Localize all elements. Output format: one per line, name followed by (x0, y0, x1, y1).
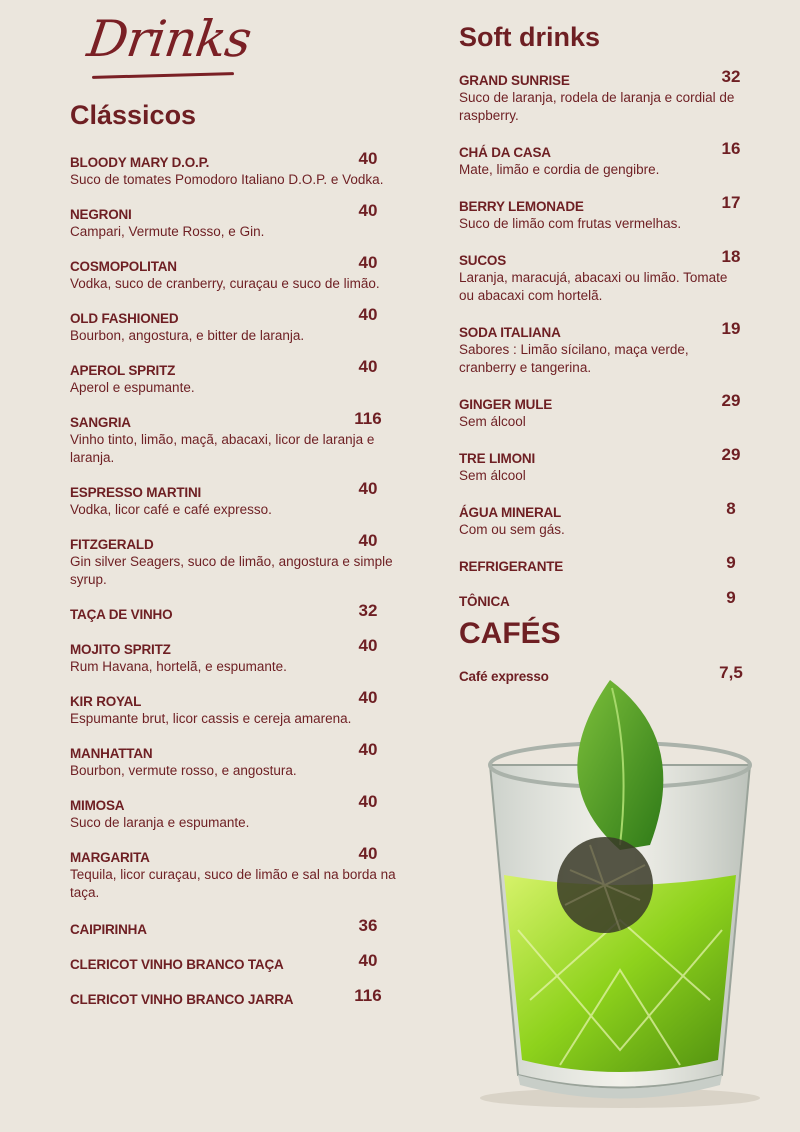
item-name: TÔNICA (459, 594, 510, 609)
item-desc: Tequila, licor curaçau, suco de limão e sal na borda na taça. (70, 867, 396, 900)
item-price: 8 (726, 499, 736, 518)
menu-item (459, 247, 741, 305)
item-name: REFRIGERANTE (459, 559, 564, 574)
item-price: 40 (358, 844, 378, 863)
menu-item (70, 149, 400, 189)
item-price: 29 (721, 445, 741, 464)
item-price: 40 (358, 305, 378, 324)
item-name: MIMOSA (70, 798, 125, 813)
item-name: MARGARITA (70, 850, 150, 865)
item-price: 40 (358, 792, 378, 811)
item-name: FITZGERALD (70, 537, 154, 552)
menu-item (70, 201, 400, 241)
item-price: 40 (358, 479, 378, 498)
item-name: Café expresso (459, 669, 549, 684)
item-name: ESPRESSO MARTINI (70, 485, 202, 500)
item-desc: Vinho tinto, limão, maçã, abacaxi, licor de laranja e laranja. (70, 432, 375, 465)
menu-item (459, 553, 739, 574)
item-name: MOJITO SPRITZ (70, 642, 171, 657)
menu-item (70, 844, 400, 902)
item-price: 9 (726, 588, 736, 607)
title-underline (92, 72, 234, 79)
item-desc: Vodka, suco de cranberry, curaçau e suco de limão. (70, 276, 380, 291)
menu-item (70, 531, 400, 589)
item-name: GRAND SUNRISE (459, 73, 570, 88)
menu-item (70, 916, 400, 937)
item-name: COSMOPOLITAN (70, 259, 177, 274)
item-desc: Bourbon, angostura, e bitter de laranja. (70, 328, 305, 343)
item-desc: Vodka, licor café e café expresso. (70, 502, 272, 517)
item-price: 40 (358, 951, 378, 970)
item-desc: Campari, Vermute Rosso, e Gin. (70, 224, 265, 239)
item-desc: Com ou sem gás. (459, 522, 565, 537)
item-price: 19 (721, 319, 741, 338)
item-name: MANHATTAN (70, 746, 153, 761)
item-price: 116 (354, 409, 382, 428)
item-name: CLERICOT VINHO BRANCO JARRA (70, 992, 294, 1007)
item-price: 116 (354, 986, 382, 1005)
basil-cocktail-glass-icon (470, 670, 770, 1110)
menu-item (70, 792, 400, 832)
item-price: 32 (721, 67, 741, 86)
item-price: 17 (721, 193, 741, 212)
item-name: CLERICOT VINHO BRANCO TAÇA (70, 957, 284, 972)
item-desc: Sem álcool (459, 414, 526, 429)
item-desc: Suco de laranja, rodela de laranja e cordial de raspberry. (459, 90, 735, 123)
item-name: CHÁ DA CASA (459, 145, 551, 160)
menu-item (70, 357, 400, 397)
classicos-title: Clássicos (70, 100, 197, 130)
item-price: 36 (358, 916, 378, 935)
menu-item (70, 636, 400, 676)
item-price: 40 (358, 201, 378, 220)
item-price: 40 (358, 253, 378, 272)
item-name: GINGER MULE (459, 397, 553, 412)
item-name: KIR ROYAL (70, 694, 142, 709)
item-name: OLD FASHIONED (70, 311, 179, 326)
menu-item (459, 499, 739, 539)
item-desc: Bourbon, vermute rosso, e angostura. (70, 763, 297, 778)
item-desc: Gin silver Seagers, suco de limão, angostura e simple syrup. (70, 554, 393, 587)
item-price: 40 (358, 740, 378, 759)
item-desc: Aperol e espumante. (70, 380, 195, 395)
item-price: 40 (358, 636, 378, 655)
item-name: SODA ITALIANA (459, 325, 561, 340)
item-price: 32 (358, 601, 378, 620)
item-price: 9 (726, 553, 736, 572)
item-price: 18 (721, 247, 741, 266)
item-price: 29 (721, 391, 741, 410)
item-name: CAIPIRINHA (70, 922, 147, 937)
item-desc: Espumante brut, licor cassis e cereja amarena. (70, 711, 352, 726)
menu-item (70, 479, 400, 519)
menu-item (459, 193, 741, 233)
soft-drinks-section (459, 22, 743, 684)
menu-item (459, 391, 741, 431)
menu-item (70, 688, 400, 728)
item-name: SUCOS (459, 253, 507, 268)
item-name: BLOODY MARY D.O.P. (70, 155, 210, 170)
item-price: 7,5 (719, 663, 743, 682)
menu-item (459, 67, 741, 125)
cafes-title: CAFÉS (459, 617, 561, 650)
item-desc: Sem álcool (459, 468, 526, 483)
item-price: 16 (721, 139, 741, 158)
menu-item (70, 305, 400, 345)
soft-drinks-title: Soft drinks (459, 22, 601, 52)
item-desc: Laranja, maracujá, abacaxi ou limão. Tomate ou abacaxi com hortelã. (459, 270, 728, 303)
menu-item (459, 588, 739, 609)
item-name: TRE LIMONI (459, 451, 535, 466)
menu-item (70, 409, 400, 467)
item-name: APEROL SPRITZ (70, 363, 176, 378)
menu-item (459, 139, 741, 179)
item-price: 40 (358, 531, 378, 550)
item-name: TAÇA DE VINHO (70, 607, 173, 622)
menu-item (459, 319, 741, 377)
drinks-script-title: Drinks (83, 10, 255, 68)
item-desc: Rum Havana, hortelã, e espumante. (70, 659, 287, 674)
item-name: SANGRIA (70, 415, 131, 430)
item-desc: Suco de laranja e espumante. (70, 815, 250, 830)
menu-item (70, 601, 400, 622)
item-price: 40 (358, 357, 378, 376)
item-name: NEGRONI (70, 207, 132, 222)
menu-item (459, 445, 741, 485)
item-desc: Sabores : Limão sícilano, maça verde, cranberry e tangerina. (459, 342, 689, 375)
menu-item (70, 951, 400, 972)
classicos-section (70, 100, 400, 1007)
menu-item (70, 253, 400, 293)
item-price: 40 (358, 149, 378, 168)
item-name: ÁGUA MINERAL (459, 505, 562, 520)
menu-item (70, 986, 400, 1007)
item-desc: Suco de limão com frutas vermelhas. (459, 216, 682, 231)
item-name: BERRY LEMONADE (459, 199, 584, 214)
item-desc: Mate, limão e cordia de gengibre. (459, 162, 660, 177)
item-desc: Suco de tomates Pomodoro Italiano D.O.P. e Vodka. (70, 172, 384, 187)
menu-item (70, 740, 400, 780)
item-price: 40 (358, 688, 378, 707)
